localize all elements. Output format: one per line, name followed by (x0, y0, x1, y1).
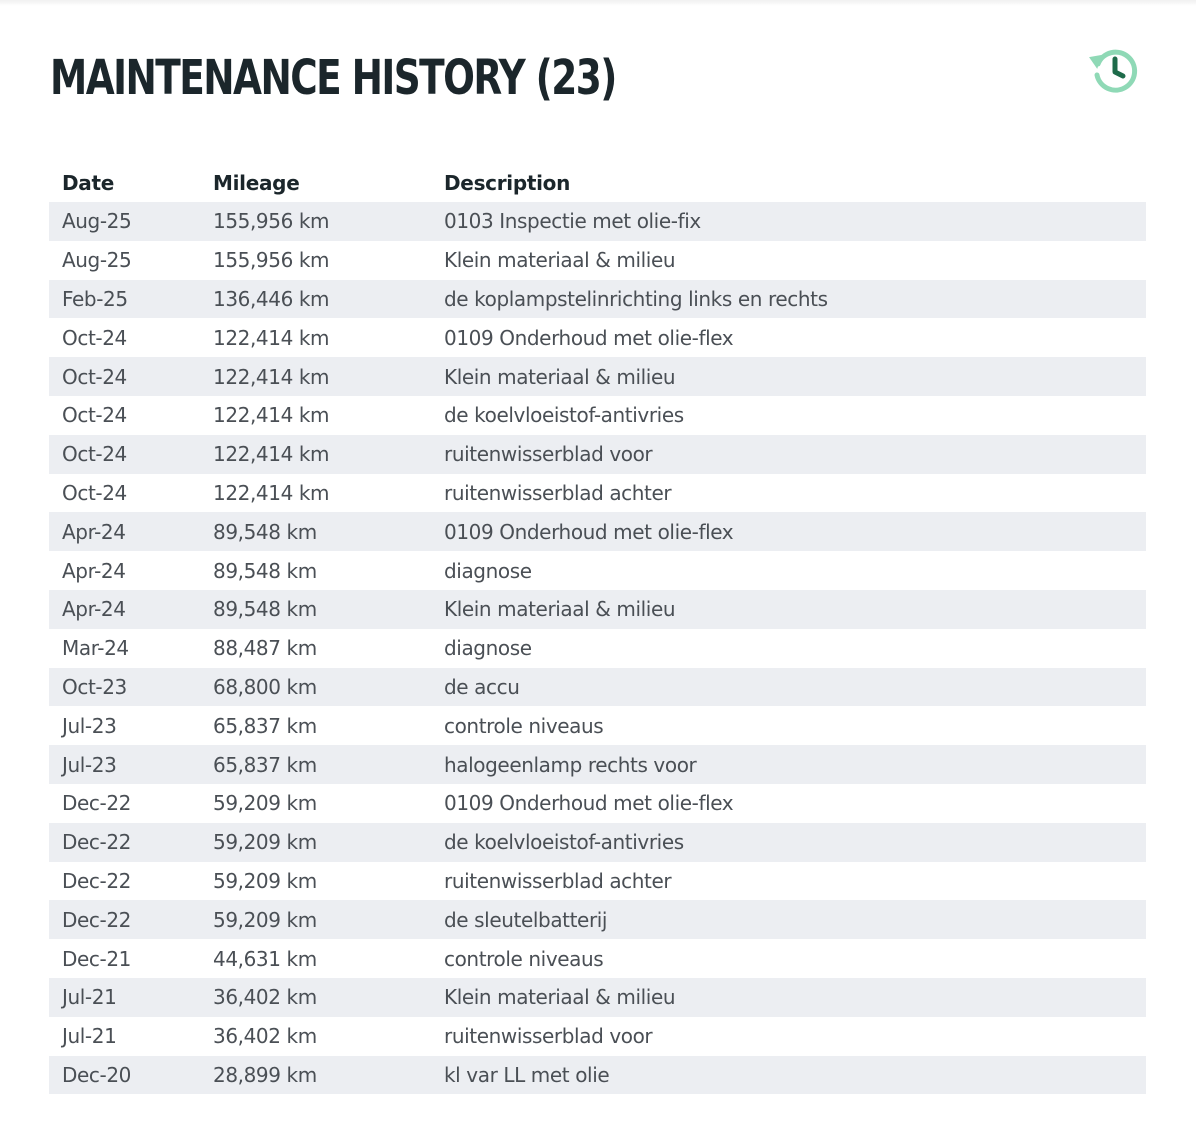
cell-description: 0109 Onderhoud met olie-flex (444, 519, 734, 544)
table-header (49, 164, 1146, 202)
cell-mileage: 89,548 km (213, 558, 317, 583)
cell-date: Feb-25 (62, 286, 128, 311)
cell-description: 0109 Onderhoud met olie-flex (444, 325, 734, 350)
table-row (49, 318, 1146, 357)
table-row (49, 1017, 1146, 1056)
cell-description: Klein materiaal & milieu (444, 597, 676, 622)
column-header-date: Date (62, 171, 115, 195)
table-row (49, 823, 1146, 862)
cell-mileage: 122,414 km (213, 480, 330, 505)
table-row (49, 706, 1146, 745)
cell-mileage: 65,837 km (213, 713, 317, 738)
cell-date: Dec-22 (62, 868, 131, 893)
cell-mileage: 65,837 km (213, 752, 317, 777)
column-header-description: Description (444, 171, 571, 195)
page-title: MAINTENANCE HISTORY (23) (50, 50, 616, 106)
cell-description: de accu (444, 674, 520, 699)
table-row (49, 939, 1146, 978)
cell-description: kl var LL met olie (444, 1062, 610, 1087)
table-row (49, 512, 1146, 551)
cell-description: controle niveaus (444, 946, 604, 971)
table-row (49, 784, 1146, 823)
cell-date: Dec-21 (62, 946, 131, 971)
cell-mileage: 88,487 km (213, 636, 317, 661)
history-icon (1086, 42, 1142, 98)
cell-mileage: 59,209 km (213, 868, 317, 893)
cell-date: Oct-24 (62, 364, 127, 389)
cell-date: Oct-24 (62, 403, 127, 428)
table-row (49, 862, 1146, 901)
cell-date: Jul-23 (62, 713, 117, 738)
table-row (49, 435, 1146, 474)
history-button[interactable] (1086, 42, 1142, 98)
cell-mileage: 155,956 km (213, 209, 330, 234)
cell-description: ruitenwisserblad voor (444, 1024, 653, 1049)
cell-mileage: 59,209 km (213, 907, 317, 932)
table-row (49, 590, 1146, 629)
cell-mileage: 89,548 km (213, 597, 317, 622)
cell-mileage: 122,414 km (213, 364, 330, 389)
cell-date: Aug-25 (62, 209, 132, 234)
cell-date: Apr-24 (62, 597, 126, 622)
cell-description: de koplampstelinrichting links en rechts (444, 286, 828, 311)
table-row (49, 551, 1146, 590)
table-row (49, 396, 1146, 435)
cell-description: ruitenwisserblad achter (444, 868, 672, 893)
cell-mileage: 122,414 km (213, 325, 330, 350)
cell-date: Jul-21 (62, 1024, 117, 1049)
cell-mileage: 68,800 km (213, 674, 317, 699)
table-row (49, 900, 1146, 939)
cell-description: diagnose (444, 558, 532, 583)
cell-date: Jul-23 (62, 752, 117, 777)
cell-date: Apr-24 (62, 558, 126, 583)
table-row (49, 357, 1146, 396)
cell-mileage: 36,402 km (213, 985, 317, 1010)
cell-date: Mar-24 (62, 636, 129, 661)
cell-description: de koelvloeistof-antivries (444, 830, 684, 855)
cell-description: de sleutelbatterij (444, 907, 608, 932)
cell-mileage: 122,414 km (213, 403, 330, 428)
cell-mileage: 136,446 km (213, 286, 330, 311)
cell-date: Oct-24 (62, 325, 127, 350)
cell-date: Apr-24 (62, 519, 126, 544)
cell-description: controle niveaus (444, 713, 604, 738)
cell-description: 0109 Onderhoud met olie-flex (444, 791, 734, 816)
cell-date: Oct-24 (62, 480, 127, 505)
cell-mileage: 59,209 km (213, 830, 317, 855)
cell-mileage: 122,414 km (213, 442, 330, 467)
table-row (49, 474, 1146, 513)
table-row (49, 280, 1146, 319)
cell-mileage: 89,548 km (213, 519, 317, 544)
cell-description: Klein materiaal & milieu (444, 248, 676, 273)
cell-mileage: 28,899 km (213, 1062, 317, 1087)
cell-date: Dec-22 (62, 907, 131, 932)
cell-date: Aug-25 (62, 248, 132, 273)
cell-description: 0103 Inspectie met olie-fix (444, 209, 701, 234)
column-header-mileage: Mileage (213, 171, 300, 195)
table-row (49, 629, 1146, 668)
cell-date: Dec-22 (62, 791, 131, 816)
cell-description: halogeenlamp rechts voor (444, 752, 697, 777)
table-row (49, 668, 1146, 707)
cell-mileage: 44,631 km (213, 946, 317, 971)
cell-description: ruitenwisserblad achter (444, 480, 672, 505)
table-row (49, 241, 1146, 280)
table-row (49, 978, 1146, 1017)
cell-date: Oct-23 (62, 674, 127, 699)
cell-date: Oct-24 (62, 442, 127, 467)
cell-date: Dec-20 (62, 1062, 131, 1087)
cell-description: diagnose (444, 636, 532, 661)
table-body (49, 202, 1146, 1094)
cell-description: Klein materiaal & milieu (444, 364, 676, 389)
cell-description: ruitenwisserblad voor (444, 442, 653, 467)
cell-mileage: 59,209 km (213, 791, 317, 816)
cell-date: Dec-22 (62, 830, 131, 855)
table-row (49, 745, 1146, 784)
table-row (49, 202, 1146, 241)
cell-mileage: 36,402 km (213, 1024, 317, 1049)
cell-description: Klein materiaal & milieu (444, 985, 676, 1010)
table-row (49, 1056, 1146, 1095)
cell-description: de koelvloeistof-antivries (444, 403, 684, 428)
cell-date: Jul-21 (62, 985, 117, 1010)
cell-mileage: 155,956 km (213, 248, 330, 273)
maintenance-table (49, 164, 1146, 1094)
